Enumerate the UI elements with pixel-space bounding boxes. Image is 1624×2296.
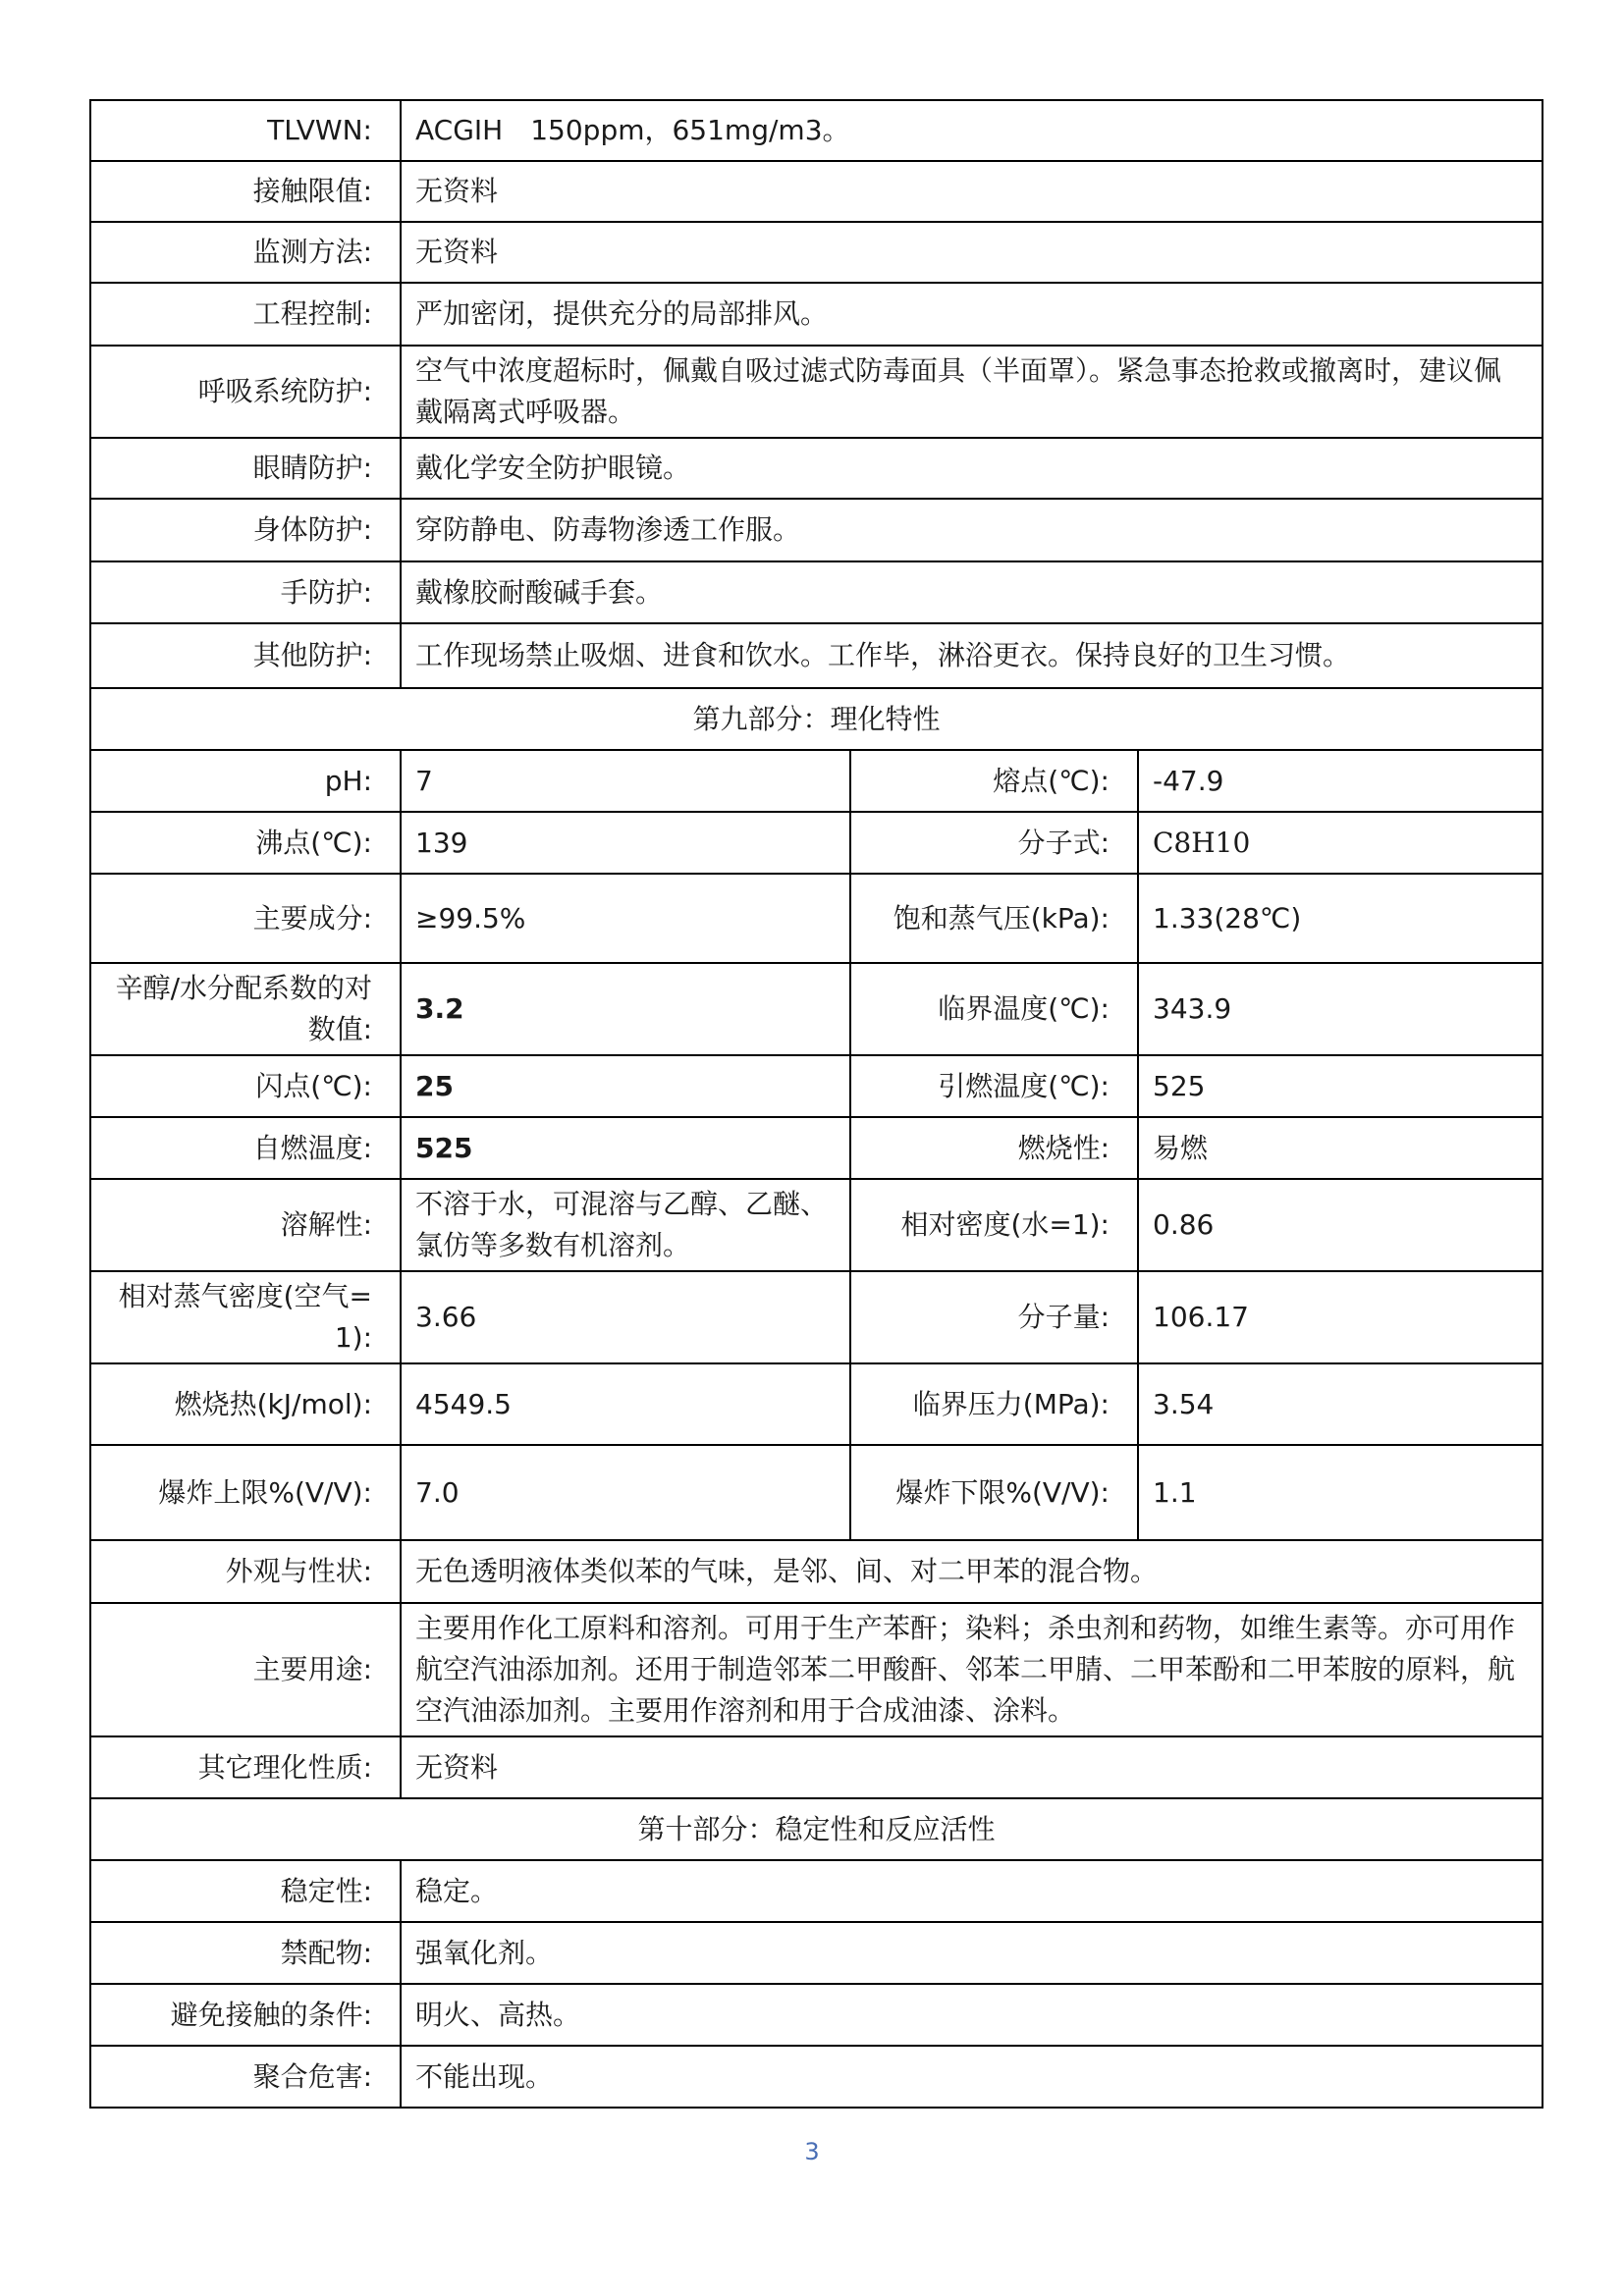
prop-label-autoignition: 自燃温度: <box>90 1117 401 1179</box>
row-hand-protection <box>90 561 1543 623</box>
prop-label-upper-explosive-limit: 爆炸上限%(V/V): <box>90 1445 401 1540</box>
label-engineering-control: 工程控制: <box>90 283 401 346</box>
row-monitoring-method <box>90 222 1543 283</box>
label-main-use: 主要用途: <box>90 1603 401 1736</box>
value-other-properties: 无资料 <box>401 1736 1543 1798</box>
row-main-use <box>90 1603 1543 1736</box>
row-respiratory-protection <box>90 346 1543 438</box>
value-exposure-limit: 无资料 <box>401 161 1543 222</box>
value-other-protection: 工作现场禁止吸烟、进食和饮水。工作毕，淋浴更衣。保持良好的卫生习惯。 <box>401 623 1543 688</box>
value-body-protection: 穿防静电、防毒物渗透工作服。 <box>401 499 1543 561</box>
prop-label-melting-point: 熔点(℃): <box>850 750 1138 812</box>
prop-value-main-component: ≥99.5% <box>401 874 850 963</box>
value-eye-protection: 戴化学安全防护眼镜。 <box>401 438 1543 499</box>
row-eye-protection <box>90 438 1543 499</box>
prop-value-vapor-density: 3.66 <box>401 1271 850 1363</box>
row-body-protection <box>90 499 1543 561</box>
row-section9-heading <box>90 688 1543 750</box>
prop-value-ignition-temp: 525 <box>1138 1055 1543 1117</box>
prop-row <box>90 1445 1543 1540</box>
prop-value-lower-explosive-limit: 1.1 <box>1138 1445 1543 1540</box>
prop-label-combustion-heat: 燃烧热(kJ/mol): <box>90 1363 401 1445</box>
prop-row <box>90 812 1543 874</box>
label-avoid-conditions: 避免接触的条件: <box>90 1984 401 2046</box>
prop-row <box>90 1363 1543 1445</box>
row-other-properties <box>90 1736 1543 1798</box>
value-polymerization-hazard: 不能出现。 <box>401 2046 1543 2108</box>
prop-label-ph: pH: <box>90 750 401 812</box>
prop-label-relative-density: 相对密度(水=1): <box>850 1179 1138 1271</box>
prop-label-vapor-pressure: 饱和蒸气压(kPa): <box>850 874 1138 963</box>
prop-row <box>90 1055 1543 1117</box>
row-section10-heading <box>90 1798 1543 1860</box>
prop-row <box>90 1117 1543 1179</box>
label-eye-protection: 眼睛防护: <box>90 438 401 499</box>
label-monitoring-method: 监测方法: <box>90 222 401 283</box>
prop-label-ignition-temp: 引燃温度(℃): <box>850 1055 1138 1117</box>
value-tlvwn: ACGIH 150ppm，651mg/m3。 <box>401 100 1543 161</box>
prop-value-combustion-heat: 4549.5 <box>401 1363 850 1445</box>
msds-table <box>89 99 1543 2109</box>
prop-value-critical-pressure: 3.54 <box>1138 1363 1543 1445</box>
prop-value-boiling-point: 139 <box>401 812 850 874</box>
prop-value-vapor-pressure: 1.33(28℃) <box>1138 874 1543 963</box>
section10-title: 第十部分：稳定性和反应活性 <box>90 1798 1543 1860</box>
prop-label-lower-explosive-limit: 爆炸下限%(V/V): <box>850 1445 1138 1540</box>
value-engineering-control: 严加密闭，提供充分的局部排风。 <box>401 283 1543 346</box>
label-appearance: 外观与性状: <box>90 1540 401 1603</box>
row-exposure-limit <box>90 161 1543 222</box>
row-avoid-conditions <box>90 1984 1543 2046</box>
row-polymerization-hazard <box>90 2046 1543 2108</box>
prop-label-solubility: 溶解性: <box>90 1179 401 1271</box>
prop-value-solubility: 不溶于水，可混溶与乙醇、乙醚、氯仿等多数有机溶剂。 <box>401 1179 850 1271</box>
row-other-protection <box>90 623 1543 688</box>
prop-row <box>90 1271 1543 1363</box>
prop-row <box>90 963 1543 1055</box>
prop-value-critical-temp: 343.9 <box>1138 963 1543 1055</box>
value-monitoring-method: 无资料 <box>401 222 1543 283</box>
value-respiratory-protection: 空气中浓度超标时，佩戴自吸过滤式防毒面具（半面罩）。紧急事态抢救或撤离时，建议佩戴隔离式呼吸器。 <box>401 346 1543 438</box>
label-respiratory-protection: 呼吸系统防护: <box>90 346 401 438</box>
value-main-use: 主要用作化工原料和溶剂。可用于生产苯酐；染料；杀虫剂和药物，如维生素等。亦可用作航空汽油添加剂。还用于制造邻苯二甲酸酐、邻苯二甲腈、二甲苯酚和二甲苯胺的原料，航空汽油添加剂。主要用作溶剂和用于合成油漆、涂料。 <box>401 1603 1543 1736</box>
section9-title: 第九部分：理化特性 <box>90 688 1543 750</box>
prop-value-relative-density: 0.86 <box>1138 1179 1543 1271</box>
value-appearance: 无色透明液体类似苯的气味，是邻、间、对二甲苯的混合物。 <box>401 1540 1543 1603</box>
row-incompatibles <box>90 1922 1543 1984</box>
label-other-protection: 其他防护: <box>90 623 401 688</box>
label-body-protection: 身体防护: <box>90 499 401 561</box>
label-stability: 稳定性: <box>90 1860 401 1922</box>
label-exposure-limit: 接触限值: <box>90 161 401 222</box>
page-number: 3 <box>804 2138 820 2165</box>
value-avoid-conditions: 明火、高热。 <box>401 1984 1543 2046</box>
label-incompatibles: 禁配物: <box>90 1922 401 1984</box>
prop-value-flash-point: 25 <box>401 1055 850 1117</box>
value-hand-protection: 戴橡胶耐酸碱手套。 <box>401 561 1543 623</box>
row-appearance <box>90 1540 1543 1603</box>
prop-value-melting-point: -47.9 <box>1138 750 1543 812</box>
prop-label-boiling-point: 沸点(℃): <box>90 812 401 874</box>
prop-label-critical-pressure: 临界压力(MPa): <box>850 1363 1138 1445</box>
label-other-properties: 其它理化性质: <box>90 1736 401 1798</box>
prop-label-molecular-weight: 分子量: <box>850 1271 1138 1363</box>
prop-row <box>90 874 1543 963</box>
label-tlvwn: TLVWN: <box>90 100 401 161</box>
prop-label-formula: 分子式: <box>850 812 1138 874</box>
prop-row <box>90 750 1543 812</box>
label-polymerization-hazard: 聚合危害: <box>90 2046 401 2108</box>
prop-value-flammability: 易燃 <box>1138 1117 1543 1179</box>
value-stability: 稳定。 <box>401 1860 1543 1922</box>
prop-label-flammability: 燃烧性: <box>850 1117 1138 1179</box>
prop-value-ph: 7 <box>401 750 850 812</box>
prop-value-upper-explosive-limit: 7.0 <box>401 1445 850 1540</box>
label-hand-protection: 手防护: <box>90 561 401 623</box>
prop-label-main-component: 主要成分: <box>90 874 401 963</box>
prop-label-flash-point: 闪点(℃): <box>90 1055 401 1117</box>
prop-value-formula: C8H10 <box>1138 812 1543 874</box>
row-stability <box>90 1860 1543 1922</box>
prop-value-molecular-weight: 106.17 <box>1138 1271 1543 1363</box>
prop-label-critical-temp: 临界温度(℃): <box>850 963 1138 1055</box>
prop-label-log-kow: 辛醇/水分配系数的对数值: <box>90 963 401 1055</box>
prop-value-autoignition: 525 <box>401 1117 850 1179</box>
row-engineering-control <box>90 283 1543 346</box>
prop-label-vapor-density: 相对蒸气密度(空气=1): <box>90 1271 401 1363</box>
value-incompatibles: 强氧化剂。 <box>401 1922 1543 1984</box>
row-tlvwn <box>90 100 1543 161</box>
prop-row <box>90 1179 1543 1271</box>
prop-value-log-kow: 3.2 <box>401 963 850 1055</box>
